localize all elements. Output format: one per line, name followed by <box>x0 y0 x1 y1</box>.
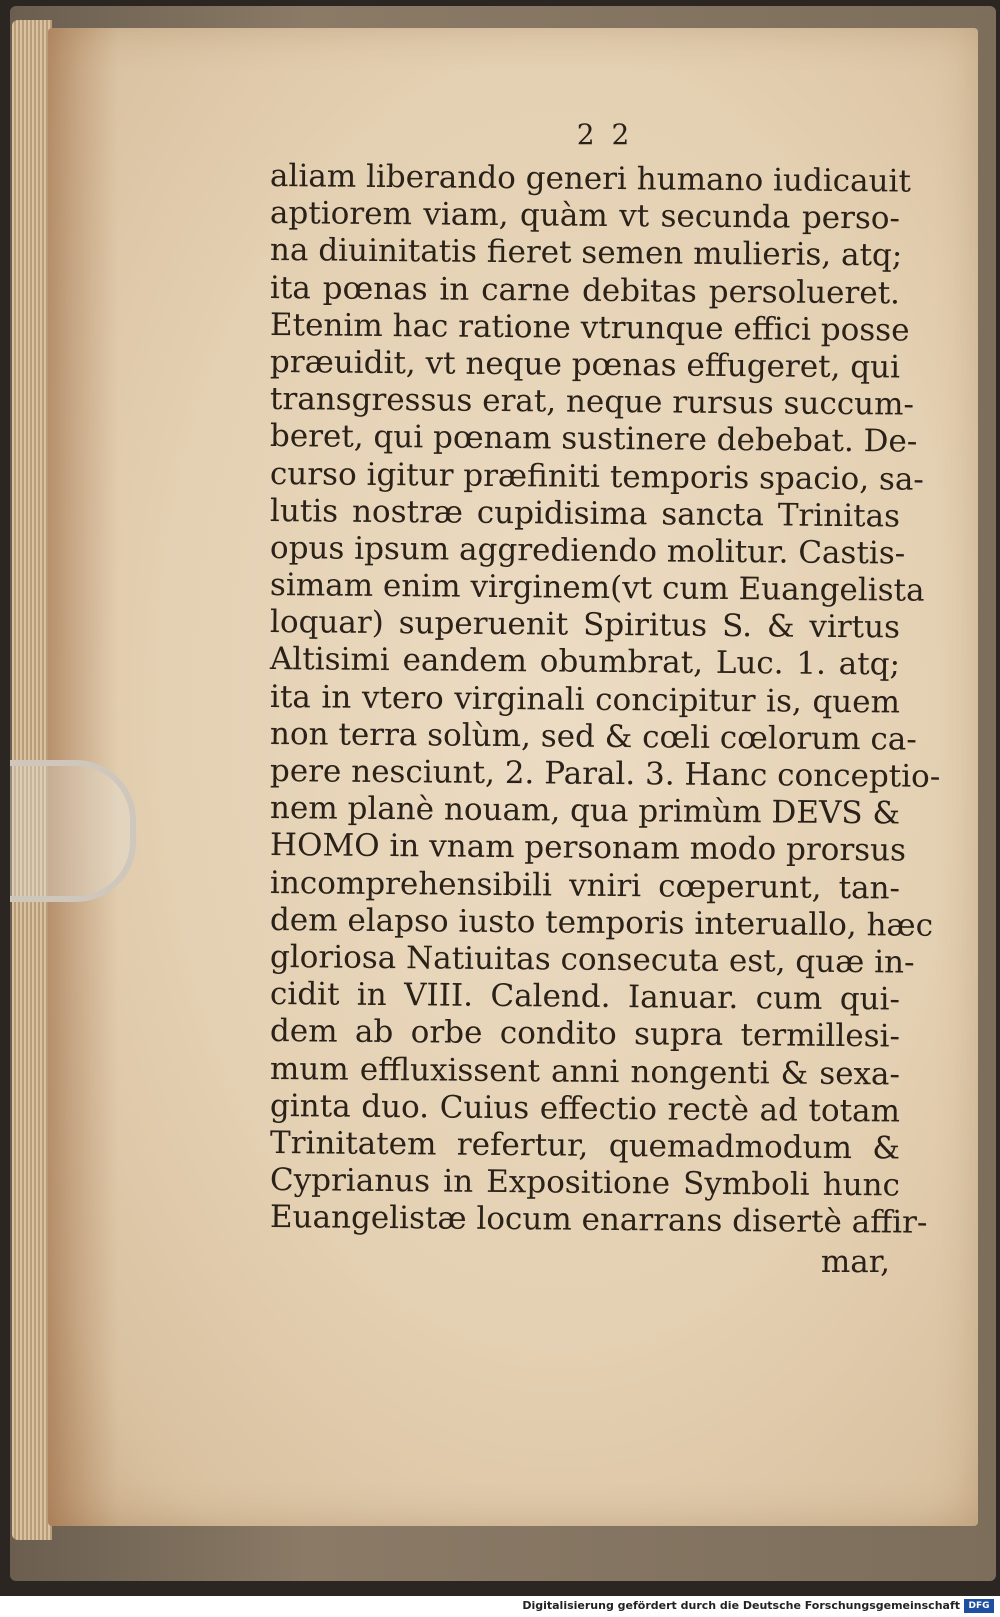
footer-bar <box>0 1597 1000 1617</box>
text-line: opus ipsum aggrediendo molitur. Castis- <box>269 529 906 572</box>
text-line: loquar) superuenit Spiritus S. & virtus <box>269 604 901 646</box>
text-line: mum effluxissent anni nongenti & sexa- <box>269 1050 901 1092</box>
text-line: aliam liberando generi humano iudicauit <box>269 158 912 200</box>
text-line: non terra solùm, sed & cœli cœlorum ca- <box>269 715 917 758</box>
text-line: Altisimi eandem obumbrat, Luc. 1. atq; <box>269 641 901 683</box>
text-line: dem ab orbe condito supra termillesi- <box>269 1013 901 1055</box>
catchword: mar, <box>820 1244 890 1281</box>
text-line: Cyprianus in Expositione Symboli hunc <box>269 1162 901 1204</box>
text-line: na diuinitatis fieret semen mulieris, atq; <box>269 232 903 274</box>
text-line: transgressus erat, neque rursus succum- <box>269 381 915 423</box>
text-line: nem planè nouam, qua primùm DEVS & <box>269 790 901 832</box>
text-line: simam enim virginem(vt cum Euangelista <box>269 567 925 609</box>
text-line: lutis nostræ cupidisima sancta Trinitas <box>269 492 901 535</box>
text-line: Trinitatem refertur, quemadmodum & <box>269 1124 901 1167</box>
text-line: aptiorem viam, quàm vt secunda perso- <box>269 195 901 237</box>
text-line: præuidit, vt neque pœnas effugeret, qui <box>269 343 901 386</box>
text-line: gloriosa Natiuitas consecuta est, quæ in- <box>269 938 915 981</box>
body-text <box>269 158 941 1241</box>
text-line: beret, qui pœnam sustinere debebat. De- <box>269 418 918 460</box>
page-text-block <box>269 118 941 1281</box>
bookmark-ribbon <box>10 760 136 902</box>
text-line: dem elapso iusto temporis interuallo, hæc <box>269 901 934 944</box>
text-line: ginta duo. Cuius effectio rectè ad totam <box>269 1087 901 1130</box>
text-line: pere nesciunt, 2. Paral. 3. Hanc conceptio- <box>269 753 941 795</box>
text-line: Etenim hac ratione vtrunque effici posse <box>269 306 910 349</box>
text-line: ita in vtero virginali concipitur is, quem <box>269 678 901 721</box>
text-line: HOMO in vnam personam modo prorsus <box>269 827 907 869</box>
dfg-logo: DFG <box>964 1599 994 1613</box>
text-line: curso igitur præfiniti temporis spacio, sa- <box>269 455 925 498</box>
page-number: 2 2 <box>576 118 634 151</box>
text-line: incomprehensibili vniri cœperunt, tan- <box>269 864 901 907</box>
funding-credit: Digitalisierung gefördert durch die Deutsche Forschungsgemeinschaft <box>522 1599 960 1612</box>
text-line: ita pœnas in carne debitas persolueret. <box>269 269 901 312</box>
text-line: Euangelistæ locum enarrans disertè affir- <box>269 1199 928 1241</box>
text-line: cidit in VIII. Calend. Ianuar. cum qui- <box>269 976 901 1018</box>
